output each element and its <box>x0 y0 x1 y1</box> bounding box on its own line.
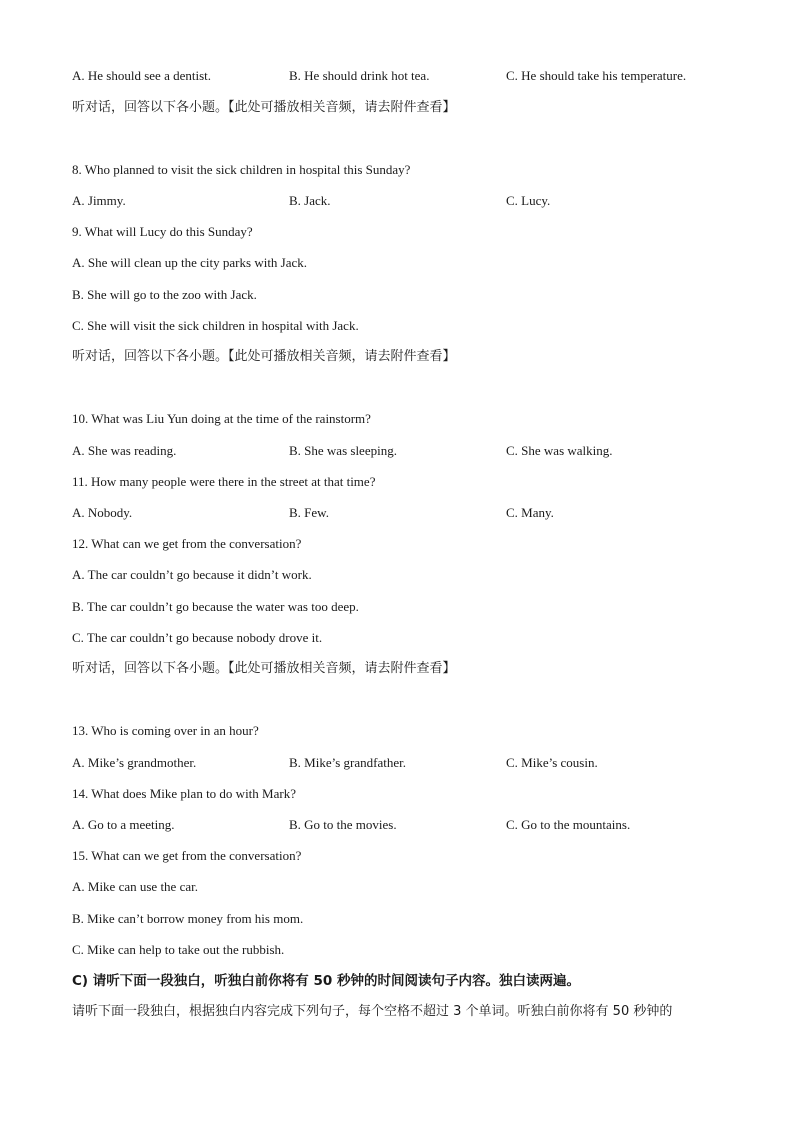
q14-option-b: B. Go to the movies. <box>289 817 397 832</box>
question-8: 8. Who planned to visit the sick children in hospital this Sunday? <box>72 162 411 177</box>
q12-option-b: B. The car couldn’t go because the water was too deep. <box>72 599 359 614</box>
q8-option-c: C. Lucy. <box>506 193 551 208</box>
q9-option-c: C. She will visit the sick children in hospital with Jack. <box>72 318 359 333</box>
q12-option-c: C. The car couldn’t go because nobody drove it. <box>72 630 323 645</box>
section-c-heading: C) 请听下面一段独白，听独白前你将有 50 秒钟的时间阅读句子内容。独白读两遍。 <box>72 973 580 989</box>
q11-option-b: B. Few. <box>289 505 329 520</box>
q14-option-a: A. Go to a meeting. <box>72 817 175 832</box>
question-14: 14. What does Mike plan to do with Mark? <box>72 786 296 801</box>
q13-option-a: A. Mike’s grandmother. <box>72 755 197 770</box>
q15-option-b: B. Mike can’t borrow money from his mom. <box>72 911 304 926</box>
q7-option-a: A. He should see a dentist. <box>72 68 212 83</box>
q10-option-c: C. She was walking. <box>506 443 613 458</box>
q7-option-b: B. He should drink hot tea. <box>289 68 430 83</box>
q14-option-c: C. Go to the mountains. <box>506 817 631 832</box>
q15-option-a: A. Mike can use the car. <box>72 879 198 894</box>
q9-option-a: A. She will clean up the city parks with Jack. <box>72 255 308 270</box>
q10-option-b: B. She was sleeping. <box>289 443 397 458</box>
q13-option-b: B. Mike’s grandfather. <box>289 755 406 770</box>
q12-option-a: A. The car couldn’t go because it didn’t work. <box>72 567 312 582</box>
question-11: 11. How many people were there in the street at that time? <box>72 474 376 489</box>
q8-option-b: B. Jack. <box>289 193 331 208</box>
question-12: 12. What can we get from the conversation? <box>72 536 302 551</box>
q7-option-c: C. He should take his temperature. <box>506 68 687 83</box>
q9-option-b: B. She will go to the zoo with Jack. <box>72 287 257 302</box>
q11-option-a: A. Nobody. <box>72 505 133 520</box>
q11-option-c: C. Many. <box>506 505 554 520</box>
question-15: 15. What can we get from the conversation? <box>72 848 302 863</box>
q15-option-c: C. Mike can help to take out the rubbish. <box>72 942 285 957</box>
listening-instruction: 听对话，回答以下各小题。【此处可播放相关音频，请去附件查看】 <box>72 100 456 115</box>
listening-instruction: 听对话，回答以下各小题。【此处可播放相关音频，请去附件查看】 <box>72 349 456 364</box>
q10-option-a: A. She was reading. <box>72 443 177 458</box>
section-c-instruction: 请听下面一段独白，根据独白内容完成下列句子，每个空格不超过 3 个单词。听独白前你将有 50 秒钟的 <box>72 1004 673 1019</box>
listening-instruction: 听对话，回答以下各小题。【此处可播放相关音频，请去附件查看】 <box>72 661 456 676</box>
q13-option-c: C. Mike’s cousin. <box>506 755 598 770</box>
question-9: 9. What will Lucy do this Sunday? <box>72 224 253 239</box>
question-10: 10. What was Liu Yun doing at the time of the rainstorm? <box>72 411 371 426</box>
q8-option-a: A. Jimmy. <box>72 193 126 208</box>
question-13: 13. Who is coming over in an hour? <box>72 723 259 738</box>
